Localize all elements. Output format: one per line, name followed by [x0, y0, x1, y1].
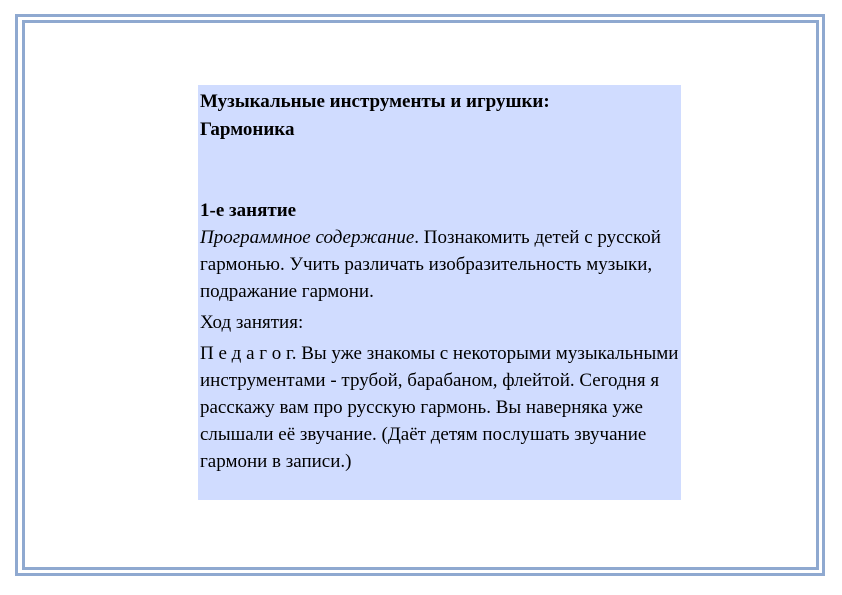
speaker-label: П е д а г о г — [200, 343, 292, 364]
title-line-1: Музыкальные инструменты и игрушки: — [200, 91, 550, 112]
progress-label: Ход занятия: — [200, 312, 304, 333]
content-text-block — [198, 85, 681, 500]
blank-spacer — [200, 144, 679, 198]
lesson-heading: 1-е занятие — [200, 200, 297, 221]
speech-text: . Вы уже знакомы с некоторыми музыкальными инструментами - трубой, барабаном, флейтой. Сегодня я расскажу вам про русскую гармонь. Вы наверняка уже слышали её звучание. (Даёт детям послушать звучание гармони в записи.) — [200, 343, 679, 472]
speech-paragraph — [200, 340, 679, 475]
program-paragraph — [200, 224, 679, 305]
program-label: Программное содержание — [200, 227, 415, 248]
program-text: . Познакомить детей с русской гармонью. Учить различать изобразительность музыки, подражание гармони. — [200, 227, 661, 302]
slide-title — [200, 88, 679, 144]
title-line-2: Гармоника — [200, 119, 295, 140]
